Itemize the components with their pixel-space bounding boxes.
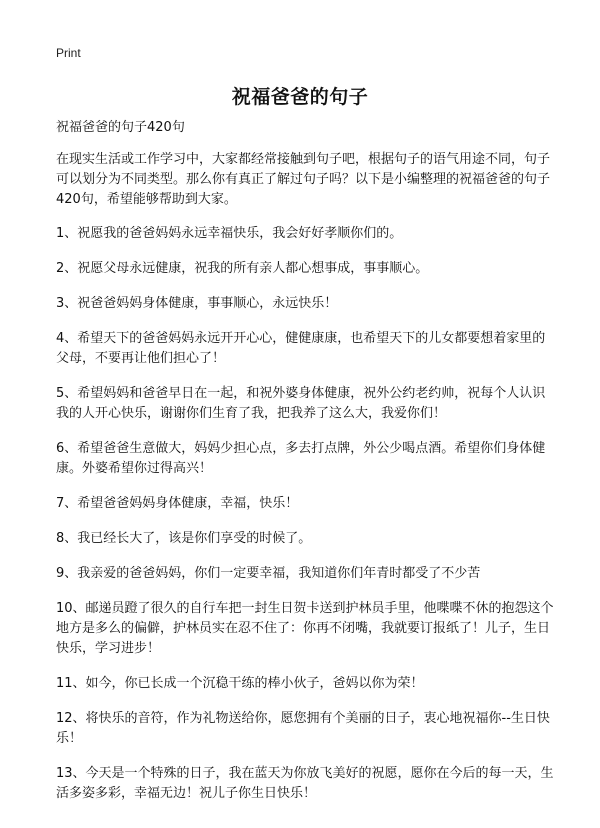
list-item: 4、希望天下的爸爸妈妈永远开开心心，健健康康，也希望天下的儿女都要想着家里的父母，不要再让他们担心了！ <box>56 331 546 366</box>
print-link[interactable]: Print <box>56 46 81 60</box>
document-subtitle: 祝福爸爸的句子420句 <box>56 120 185 135</box>
list-item: 7、希望爸爸妈妈身体健康，幸福，快乐！ <box>56 496 299 511</box>
page-title: 祝福爸爸的句子 <box>231 86 369 108</box>
list-item: 5、希望妈妈和爸爸早日在一起，和祝外婆身体健康，祝外公约老约帅，祝每个人认识我的人开心快乐，谢谢你们生育了我，把我养了这么大，我爱你们！ <box>56 386 546 421</box>
document-body <box>56 118 556 819</box>
list-item: 10、邮递员蹬了很久的自行车把一封生日贺卡送到护林员手里，他喋喋不休的抱怨这个地方是多么的偏僻，护林员实在忍不住了：你再不闭嘴，我就要订报纸了！儿子，生日快乐，学习进步！ <box>56 601 554 656</box>
list-item: 12、将快乐的音符，作为礼物送给你，愿您拥有个美丽的日子，衷心地祝福你--生日快乐！ <box>56 711 550 746</box>
list-item: 1、祝愿我的爸爸妈妈永远幸福快乐，我会好好孝顺你们的。 <box>56 226 403 241</box>
intro-paragraph: 在现实生活或工作学习中，大家都经常接触到句子吧，根据句子的语气用途不同，句子可以划分为不同类型。那么你有真正了解过句子吗？以下是小编整理的祝福爸爸的句子420句，希望能够帮助到大家。 <box>56 152 551 207</box>
list-item: 8、我已经长大了，该是你们享受的时候了。 <box>56 531 312 546</box>
list-item: 13、今天是一个特殊的日子，我在蓝天为你放飞美好的祝愿，愿你在今后的每一天，生活多姿多彩，幸福无边！祝儿子你生日快乐！ <box>56 766 554 801</box>
list-item: 3、祝爸爸妈妈身体健康，事事顺心，永远快乐！ <box>56 296 338 311</box>
list-item: 11、如今，你已长成一个沉稳干练的棒小伙子，爸妈以你为荣！ <box>56 676 424 691</box>
list-item: 6、希望爸爸生意做大，妈妈少担心点，多去打点牌，外公少喝点酒。希望你们身体健康。外婆希望你过得高兴！ <box>56 441 546 476</box>
list-item: 2、祝愿父母永远健康，祝我的所有亲人都心想事成，事事顺心。 <box>56 261 429 276</box>
list-item: 9、我亲爱的爸爸妈妈，你们一定要幸福，我知道你们年青时都受了不少苦 <box>56 566 481 581</box>
